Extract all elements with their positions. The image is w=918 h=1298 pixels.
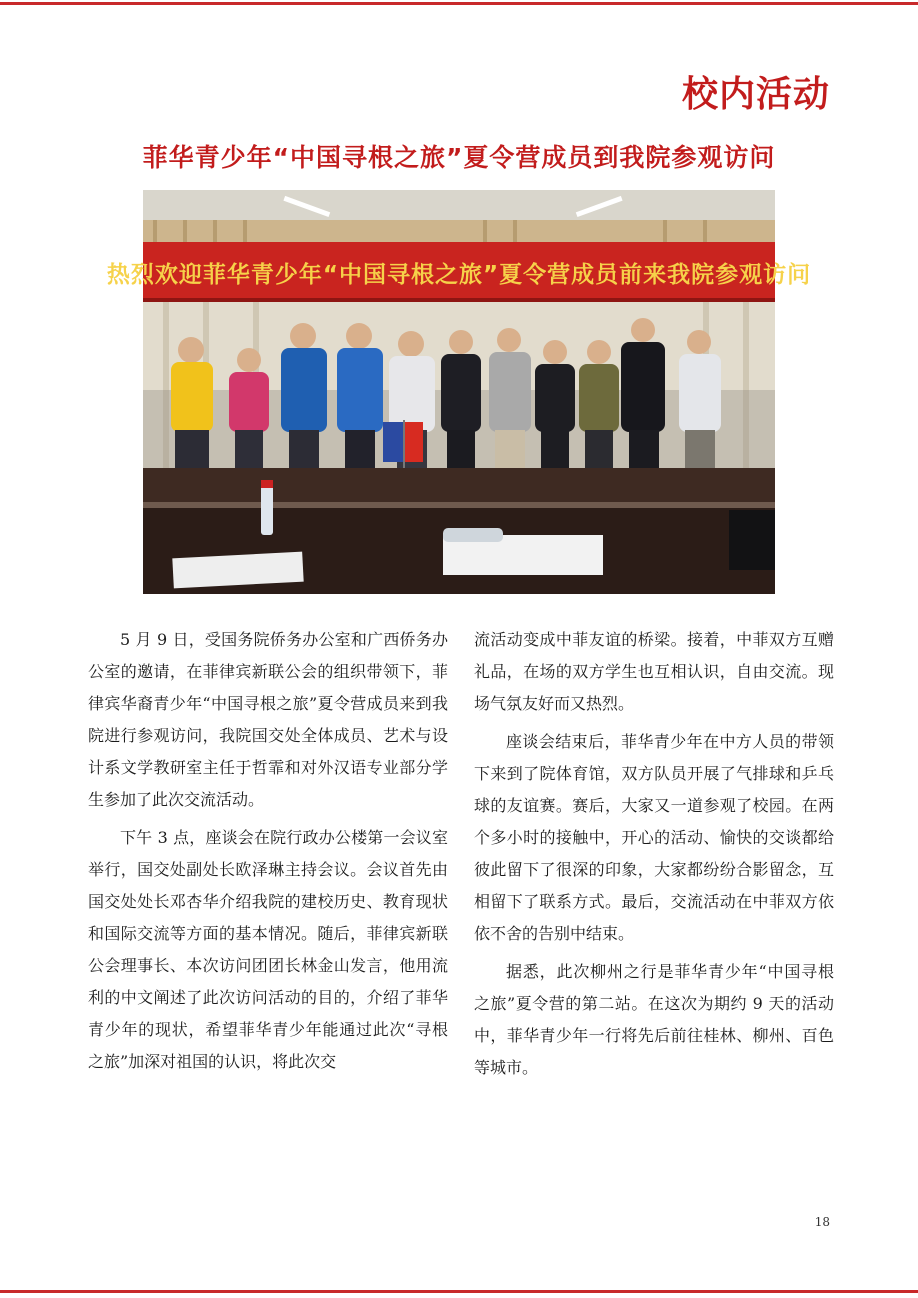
paragraph: 据悉，此次柳州之行是菲华青少年“中国寻根之旅”夏令营的第二站。在这次为期约 9 天的活动中，菲华青少年一行将先后前往桂林、柳州、百色等城市。 <box>474 962 834 1077</box>
article-left-column <box>88 624 448 1084</box>
paragraph: 下午 3 点，座谈会在院行政办公楼第一会议室举行，国交处副处长欧泽琳主持会议。会议首先由国交处处长邓杏华介绍我院的建校历史、教育现状和国际交流等方面的基本情况。随后，菲律宾新联公会理事长、本次访问团团长林金山发言，他用流利的中文阐述了此次访问活动的目的，介绍了菲华青少年的现状，希望菲华青少年能通过此次“寻根之旅”加深对祖国的认识，将此次交 <box>88 828 448 1071</box>
article-right-column <box>474 624 834 1090</box>
group-photo <box>106 190 812 594</box>
section-header: 校内活动 <box>681 74 830 115</box>
paragraph: 座谈会结束后，菲华青少年在中方人员的带领下来到了院体育馆，双方队员开展了气排球和乒乓球的友谊赛。赛后，大家又一道参观了校园。在两个多小时的接触中，开心的活动、愉快的交谈都给彼此留下了很深的印象，大家都纷纷合影留念，互相留下了联系方式。最后，交流活动在中菲双方依依不舍的告别中结束。 <box>474 732 834 943</box>
paragraph: 流活动变成中菲友谊的桥梁。接着，中菲双方互赠礼品，在场的双方学生也互相认识，自由交流。现场气氛友好而又热烈。 <box>474 630 834 713</box>
photo-banner-text: 热烈欢迎菲华青少年“中国寻根之旅”夏令营成员前来我院参观访问 <box>106 261 812 288</box>
bottom-rule <box>0 1290 918 1293</box>
article-title: 菲华青少年“中国寻根之旅”夏令营成员到我院参观访问 <box>142 143 776 172</box>
paragraph: 5 月 9 日，受国务院侨务办公室和广西侨务办公室的邀请，在菲律宾新联公会的组织带领下，菲律宾华裔青少年“中国寻根之旅”夏令营成员来到我院进行参观访问，我院国交处全体成员、艺术与设计系文学教研室主任于哲霏和对外汉语专业部分学生参加了此次交流活动。 <box>88 630 448 809</box>
top-rule <box>0 2 918 5</box>
page-number: 18 <box>814 1215 830 1229</box>
